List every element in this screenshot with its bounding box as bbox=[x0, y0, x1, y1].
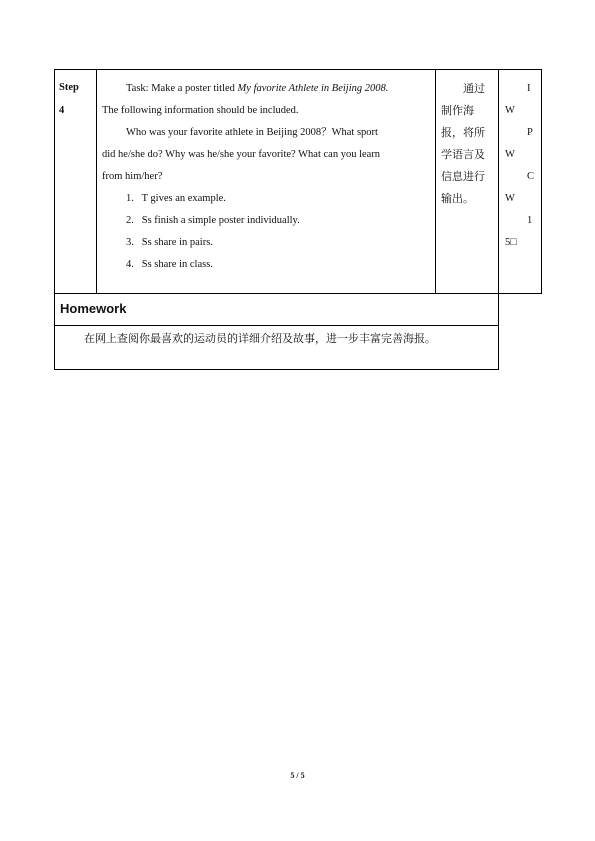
list-item-text: Ss share in class. bbox=[141, 259, 213, 270]
table-left-border bbox=[54, 69, 55, 369]
purpose-line: 学语言及 bbox=[441, 148, 485, 161]
purpose-line: 通过 bbox=[463, 82, 485, 95]
list-item-text: Ss finish a simple poster individually. bbox=[141, 215, 300, 226]
time-letter: W bbox=[505, 149, 515, 160]
homework-header-divider bbox=[54, 325, 498, 326]
list-item bbox=[126, 258, 213, 271]
list-item bbox=[126, 192, 226, 205]
time-letter: 1 bbox=[527, 215, 533, 226]
list-item-number: 4. bbox=[126, 259, 134, 270]
step-column-divider bbox=[96, 69, 97, 293]
list-item bbox=[126, 214, 300, 227]
time-letter: C bbox=[527, 171, 535, 182]
purpose-line: 制作海 bbox=[441, 104, 474, 117]
table-row-divider bbox=[54, 293, 542, 294]
time-letter: W bbox=[505, 193, 515, 204]
poster-title: My favorite Athlete in Beijing 2008. bbox=[237, 83, 389, 94]
table-right-border bbox=[541, 69, 542, 294]
purpose-line: 信息进行 bbox=[441, 170, 485, 183]
question-line-1: Who was your favorite athlete in Beijing 2008？What sport bbox=[126, 127, 378, 138]
homework-title: Homework bbox=[60, 301, 127, 316]
list-item-text: T gives an example. bbox=[141, 193, 226, 204]
list-item-number: 3. bbox=[126, 237, 134, 248]
task-line bbox=[126, 82, 388, 95]
page-number: 5 / 5 bbox=[290, 771, 305, 780]
step-label: Step bbox=[59, 82, 79, 93]
list-item-number: 1. bbox=[126, 193, 134, 204]
time-minutes: 5□ bbox=[505, 237, 517, 248]
list-item bbox=[126, 236, 213, 249]
task-prefix: Task: Make a poster titled bbox=[126, 83, 238, 94]
table-top-border bbox=[54, 69, 542, 70]
step-number: 4 bbox=[59, 105, 65, 116]
content-column-divider bbox=[435, 69, 436, 293]
list-item-text: Ss share in pairs. bbox=[141, 237, 213, 248]
info-line: The following information should be included. bbox=[102, 105, 299, 116]
purpose-line: 输出。 bbox=[441, 192, 474, 205]
time-letter: I bbox=[527, 83, 531, 94]
table-bottom-border bbox=[54, 369, 499, 370]
purpose-line: 报，将所 bbox=[441, 126, 485, 139]
question-line-2: did he/she do? Why was he/she your favorite? What can you learn bbox=[102, 149, 381, 160]
list-item-number: 2. bbox=[126, 215, 134, 226]
question-line-3: from him/her? bbox=[102, 171, 163, 182]
time-letter: W bbox=[505, 105, 515, 116]
homework-text: 在网上查阅你最喜欢的运动员的详细介绍及故事，进一步丰富完善海报。 bbox=[84, 332, 436, 345]
time-letter: P bbox=[527, 127, 533, 138]
purpose-column-divider bbox=[498, 69, 499, 369]
